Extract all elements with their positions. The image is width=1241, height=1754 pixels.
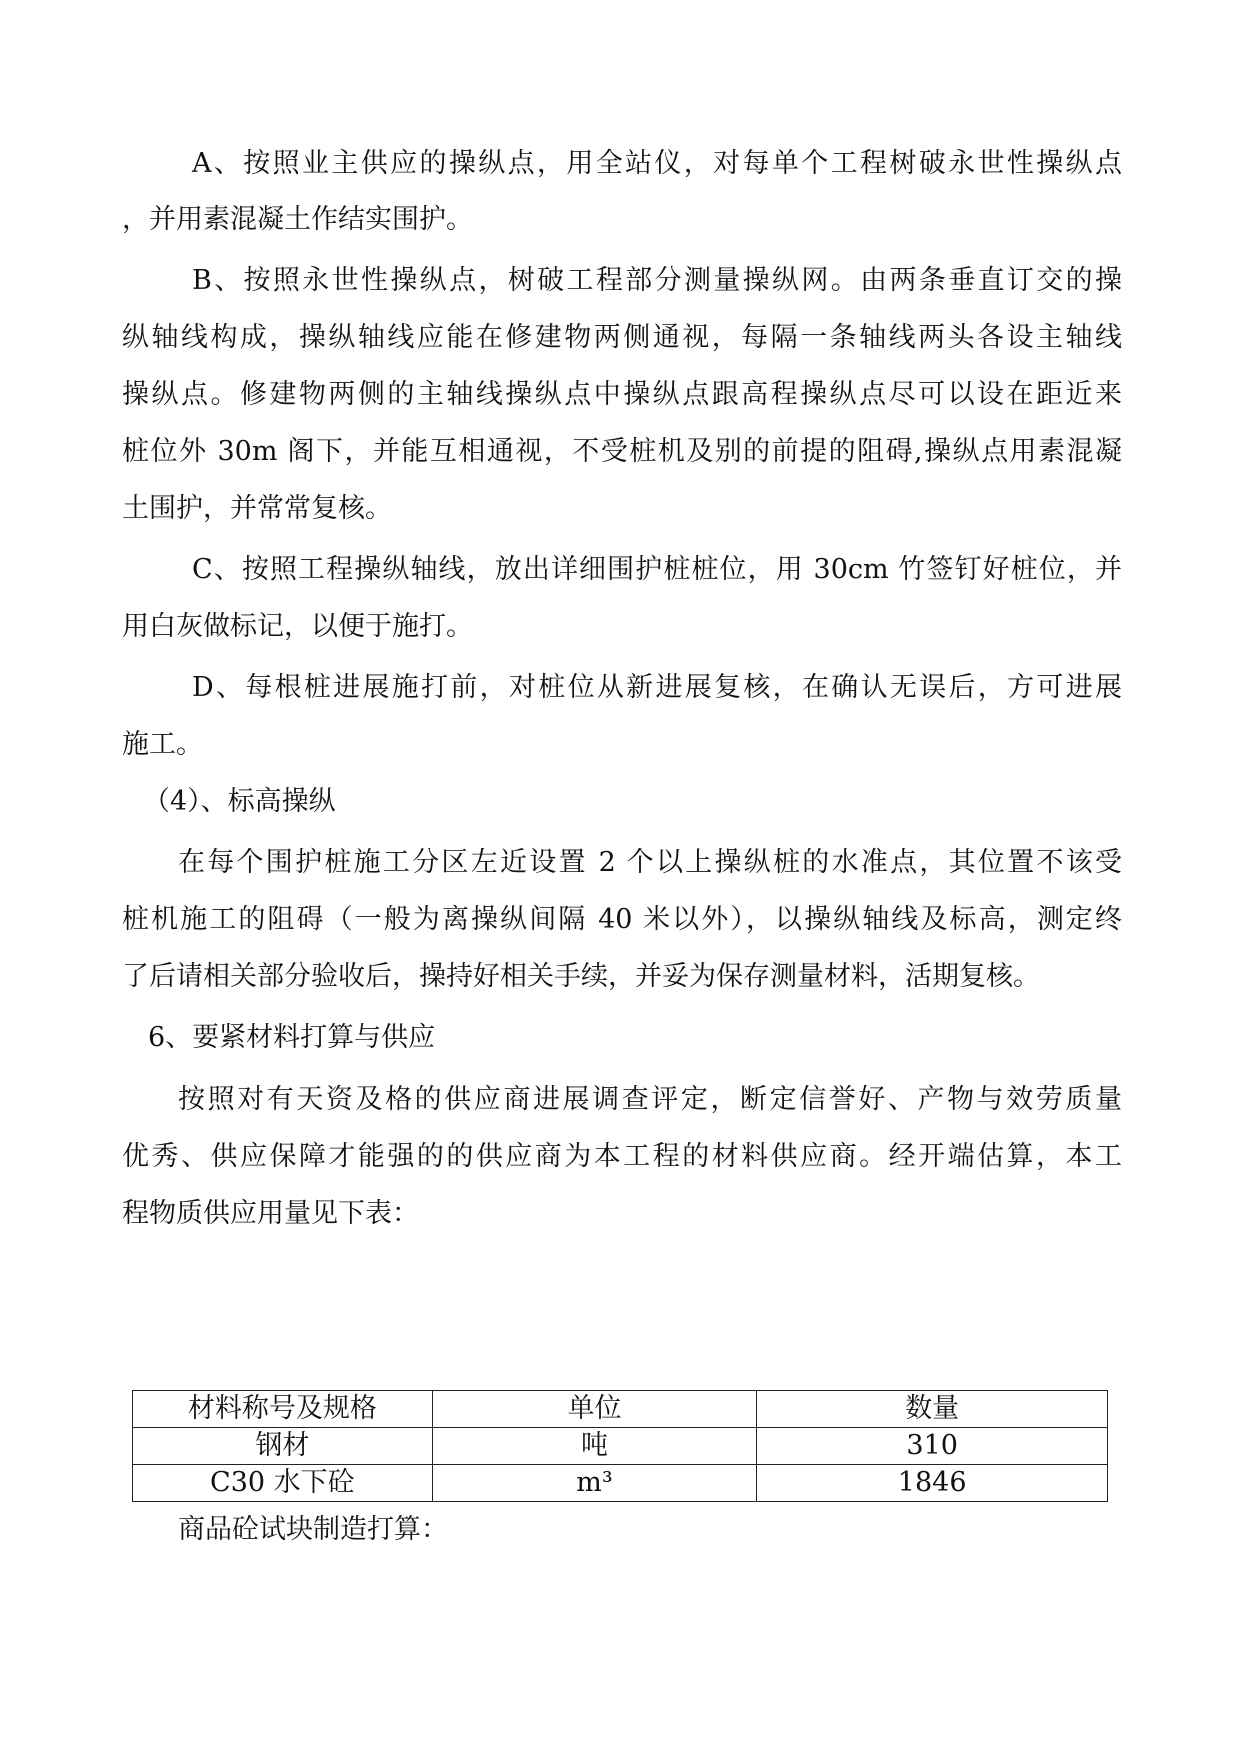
- table-row: [133, 1428, 1108, 1465]
- paragraph-materials-line-3: 程物质供应用量见下表：: [122, 1198, 419, 1229]
- table-header-cell: 数量: [757, 1391, 1108, 1428]
- table-cell: 1846: [757, 1465, 1108, 1502]
- paragraph-b-line-5: 土围护，并常常复核。: [122, 493, 392, 524]
- paragraph-b-line-2: 纵轴线构成，操纵轴线应能在修建物两侧通视，每隔一条轴线两头各设主轴线: [122, 322, 1122, 353]
- paragraph-materials-line-2: 优秀、供应保障才能强的的供应商为本工程的材料供应商。经开端估算，本工: [122, 1141, 1122, 1172]
- paragraph-elevation-line-2: 桩机施工的阻碍（一般为离操纵间隔 40 米以外），以操纵轴线及标高，测定终: [122, 904, 1122, 935]
- paragraph-b-line-1: B、按照永世性操纵点，树破工程部分测量操纵网。由两条垂直订交的操: [192, 265, 1122, 296]
- table-cell: 310: [757, 1428, 1108, 1465]
- table-cell: 吨: [432, 1428, 757, 1465]
- table-cell: 钢材: [133, 1428, 433, 1465]
- table-cell: m³: [432, 1465, 757, 1502]
- paragraph-a-line-2: ，并用素混凝土作结实围护。: [122, 204, 473, 235]
- paragraph-a-line-1: A、按照业主供应的操纵点，用全站仪，对每单个工程树破永世性操纵点: [192, 148, 1122, 179]
- table-row: [133, 1465, 1108, 1502]
- paragraph-b-line-3: 操纵点。修建物两侧的主轴线操纵点中操纵点跟高程操纵点尽可以设在距近来: [122, 379, 1122, 410]
- heading-materials-plan: 6、要紧材料打算与供应: [148, 1022, 436, 1053]
- paragraph-elevation-line-3: 了后请相关部分验收后，操持好相关手续，并妥为保存测量材料，活期复核。: [122, 961, 1040, 992]
- materials-table: [132, 1390, 1108, 1502]
- paragraph-d-line-2: 施工。: [122, 729, 203, 760]
- paragraph-materials-line-1: 按照对有天资及格的供应商进展调查评定，断定信誉好、产物与效劳质量: [178, 1084, 1122, 1115]
- paragraph-c-line-2: 用白灰做标记，以便于施打。: [122, 611, 473, 642]
- paragraph-b-line-4: 桩位外 30m 阁下，并能互相通视，不受桩机及别的前提的阻碍,操纵点用素混凝: [122, 436, 1122, 467]
- table-cell: C30 水下砼: [133, 1465, 433, 1502]
- heading-elevation-control: （4）、标高操纵: [143, 786, 336, 817]
- paragraph-test-block-plan: 商品砼试块制造打算：: [178, 1514, 448, 1545]
- table-header-cell: 单位: [432, 1391, 757, 1428]
- table-header-cell: 材料称号及规格: [133, 1391, 433, 1428]
- paragraph-d-line-1: D、每根桩进展施打前，对桩位从新进展复核，在确认无误后，方可进展: [192, 672, 1122, 703]
- paragraph-c-line-1: C、按照工程操纵轴线，放出详细围护桩桩位，用 30cm 竹签钉好桩位，并: [192, 554, 1122, 585]
- table-header-row: [133, 1391, 1108, 1428]
- paragraph-elevation-line-1: 在每个围护桩施工分区左近设置 2 个以上操纵桩的水准点，其位置不该受: [178, 847, 1122, 878]
